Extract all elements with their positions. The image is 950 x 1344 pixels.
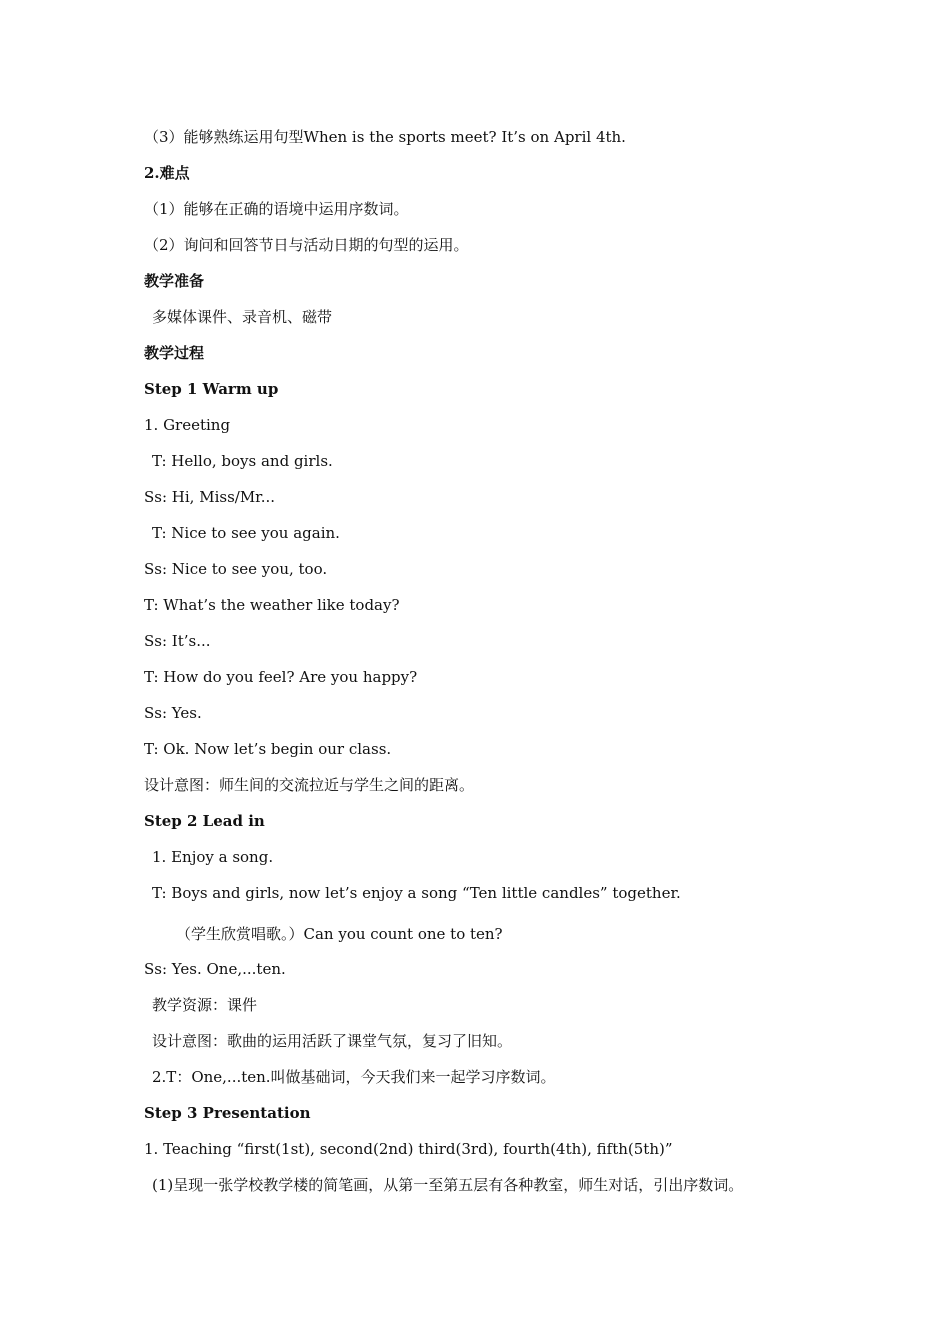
dialogue-line: Ss: Yes. One,...ten. [144, 960, 286, 978]
greeting-item: 1. Greeting [144, 416, 231, 434]
design-intent-1: 设计意图：师生间的交流拉近与学生之间的距离。 [144, 776, 475, 794]
presentation-subitem-1: (1)呈现一张学校教学楼的简笔画，从第一至第五层有各种教室，师生对话，引出序数词。 [152, 1176, 744, 1194]
dialogue-line: Ss: Nice to see you, too. [144, 560, 328, 578]
teaching-resource: 教学资源：课件 [152, 996, 258, 1014]
dialogue-line: T: Boys and girls, now let’s enjoy a song “Ten little candles” together. [152, 884, 681, 902]
dialogue-line: T: Nice to see you again. [152, 524, 340, 542]
objective-line-3: （3）能够熟练运用句型When is the sports meet? It’s on April 4th. [144, 128, 626, 146]
dialogue-line: T: What’s the weather like today? [144, 596, 400, 614]
step2-heading: Step 2 Lead in [144, 812, 265, 830]
dialogue-line: T: Hello, boys and girls. [152, 452, 333, 470]
step1-heading: Step 1 Warm up [144, 380, 279, 398]
design-intent-2: 设计意图：歌曲的运用活跃了课堂气氛，复习了旧知。 [152, 1032, 513, 1050]
teaching-ordinals-item: 1. Teaching “first(1st), second(2nd) third(3rd), fourth(4th), fifth(5th)” [144, 1140, 673, 1158]
heading-difficulties: 2.难点 [144, 164, 190, 182]
dialogue-line: Ss: It’s... [144, 632, 211, 650]
difficulty-line-2: （2）询问和回答节日与活动日期的句型的运用。 [144, 236, 469, 254]
dialogue-line: （学生欣赏唱歌。）Can you count one to ten? [176, 925, 503, 943]
dialogue-line: Ss: Hi, Miss/Mr... [144, 488, 276, 506]
dialogue-line: T: Ok. Now let’s begin our class. [144, 740, 392, 758]
lead-in-item-2: 2.T：One,...ten.叫做基础词，今天我们来一起学习序数词。 [152, 1068, 556, 1086]
dialogue-line: Ss: Yes. [144, 704, 202, 722]
difficulty-line-1: （1）能够在正确的语境中运用序数词。 [144, 200, 409, 218]
enjoy-song-item: 1. Enjoy a song. [152, 848, 274, 866]
step3-heading: Step 3 Presentation [144, 1104, 311, 1122]
preparation-materials: 多媒体课件、录音机、磁带 [152, 308, 333, 326]
dialogue-line: T: How do you feel? Are you happy? [144, 668, 418, 686]
heading-preparation: 教学准备 [144, 272, 205, 290]
heading-process: 教学过程 [144, 344, 205, 362]
